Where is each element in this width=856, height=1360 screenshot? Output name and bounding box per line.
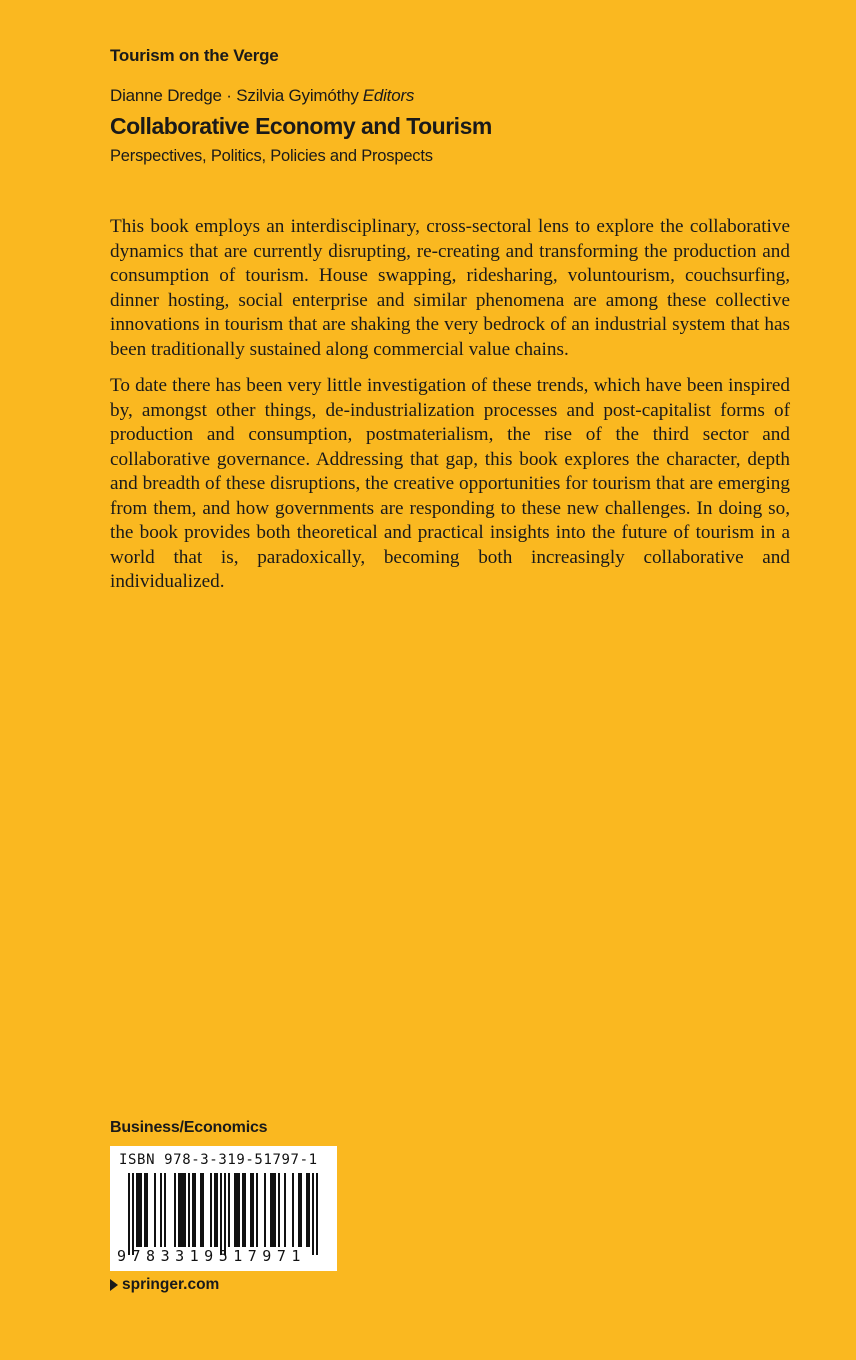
barcode-bar [178, 1173, 180, 1247]
barcode-bar [138, 1173, 140, 1247]
barcode-bar [182, 1173, 184, 1247]
barcode-bar [174, 1173, 176, 1247]
barcode-bar [270, 1173, 272, 1247]
barcode-bar [216, 1173, 218, 1247]
barcode-bar [238, 1173, 240, 1247]
series-title: Tourism on the Verge [110, 46, 279, 65]
description-paragraph-1: This book employs an interdisciplinary, cross-sectoral lens to explore the collaborative dynamics that are currently disrupting, re-creating and transforming the production and consumption of tourism. House swapping, ridesharing, voluntourism, couchsurfing, dinner hosting, social enterprise and similar phenomena are among these collective innovations in tourism that are shaking the very bedrock of an industrial system that has been traditionally sustained along commercial value chains. [110, 216, 790, 360]
isbn-label: ISBN 978-3-319-51797-1 [119, 1152, 318, 1168]
subject-category: Business/Economics [110, 1119, 268, 1136]
barcode-bar [250, 1173, 252, 1247]
barcode-bar [132, 1173, 134, 1255]
barcode-bar [210, 1173, 212, 1247]
barcode-bar [140, 1173, 142, 1247]
barcode-bar [144, 1173, 146, 1247]
barcode-bar [192, 1173, 194, 1247]
barcode-bar [128, 1173, 130, 1255]
barcode-bar [312, 1173, 314, 1255]
description-paragraph-2: To date there has been very little investigation of these trends, which have been inspired by, amongst other things, de-industrialization processes and post-capitalist forms of production and consumption, postmaterialism, the rise of the third sector and collaborative governance. Addressing that gap, this book explores the character, depth and breadth of these disruptions, the creative opportunities for tourism that are emerging from them, and how governments are responding to these new challenges. In doing so, the book provides both theoretical and practical insights into the future of tourism in a world that is, paradoxically, becoming both increasingly collaborative and individualized. [110, 375, 790, 592]
barcode-bar [284, 1173, 286, 1247]
barcode-bar [316, 1173, 318, 1255]
barcode-bar [300, 1173, 302, 1247]
barcode-bar [184, 1173, 186, 1247]
barcode-bar [298, 1173, 300, 1247]
editor-names: Dianne Dredge · Szilvia Gyimóthy [110, 86, 359, 105]
barcode-bar [200, 1173, 202, 1247]
barcode-bar [228, 1173, 230, 1247]
editors-line [110, 86, 414, 106]
barcode-bar [224, 1173, 226, 1255]
website-label: springer.com [122, 1276, 220, 1293]
editors-role: Editors [362, 86, 415, 105]
isbn-barcode [110, 1146, 337, 1271]
barcode-digits: 9783319517971 [117, 1247, 306, 1265]
book-title: Collaborative Economy and Tourism [110, 113, 492, 139]
book-description [110, 215, 790, 607]
barcode-bar [214, 1173, 216, 1247]
barcode-bar [136, 1173, 138, 1247]
barcode-bar [234, 1173, 236, 1247]
barcode-bar [256, 1173, 258, 1247]
barcode-bar [272, 1173, 274, 1247]
book-subtitle: Perspectives, Politics, Policies and Prospects [110, 147, 433, 165]
barcode-bar [244, 1173, 246, 1247]
barcode-bar [164, 1173, 166, 1247]
barcode-bar [146, 1173, 148, 1247]
barcode-bar [242, 1173, 244, 1247]
publisher-website[interactable] [110, 1276, 219, 1294]
barcode-bars [128, 1173, 318, 1255]
arrow-right-icon [110, 1279, 118, 1291]
barcode-bar [194, 1173, 196, 1247]
barcode-bar [264, 1173, 266, 1247]
barcode-bar [160, 1173, 162, 1247]
barcode-bar [202, 1173, 204, 1247]
barcode-bar [180, 1173, 182, 1247]
barcode-bar [274, 1173, 276, 1247]
barcode-bar [154, 1173, 156, 1247]
barcode-bar [308, 1173, 310, 1247]
barcode-bar [220, 1173, 222, 1255]
barcode-bar [236, 1173, 238, 1247]
barcode-bar [188, 1173, 190, 1247]
barcode-bar [306, 1173, 308, 1247]
barcode-bar [278, 1173, 280, 1247]
barcode-bar [252, 1173, 254, 1247]
barcode-bar [292, 1173, 294, 1247]
